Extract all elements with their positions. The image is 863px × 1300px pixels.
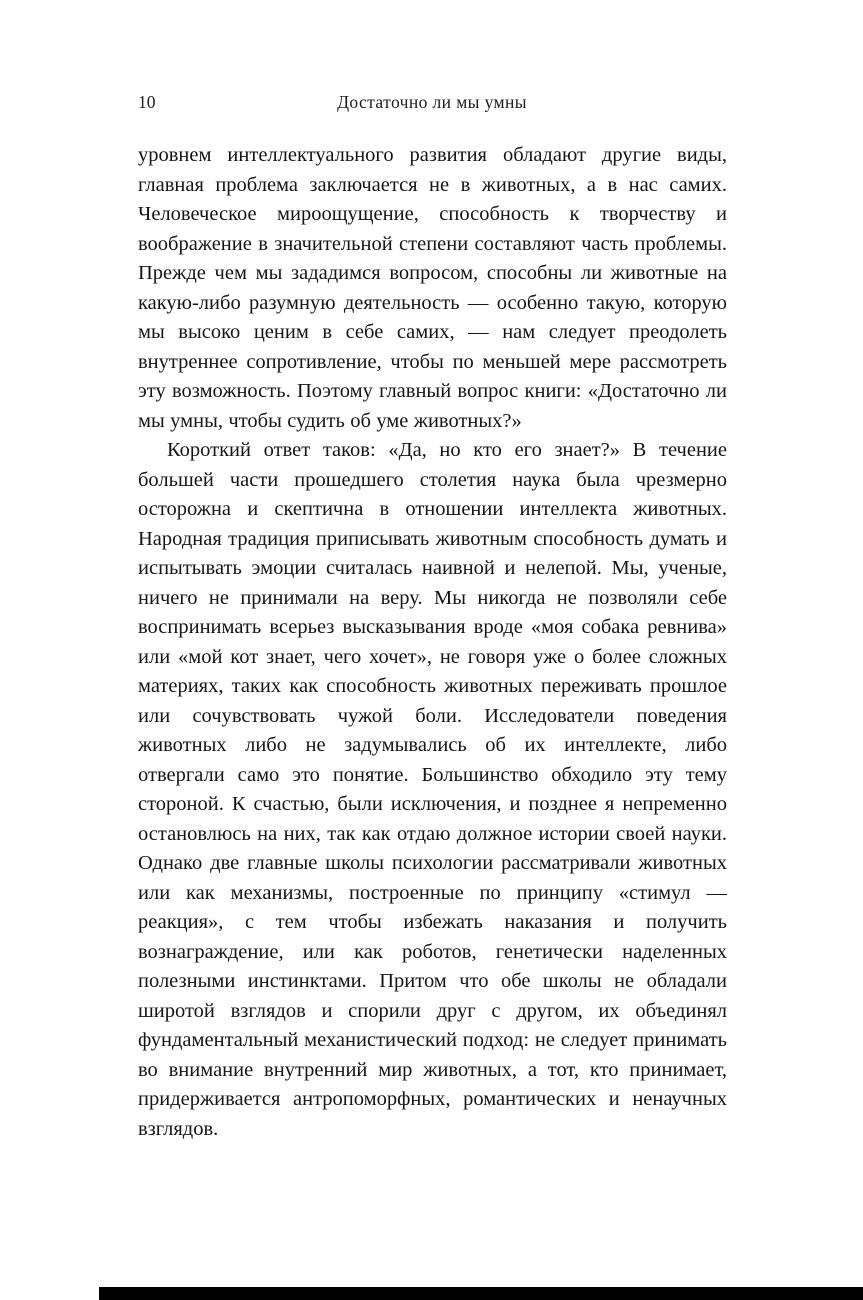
page-header [138, 90, 726, 114]
page-body [138, 141, 727, 1144]
running-title: Достаточно ли мы умны [337, 92, 527, 112]
paragraph: Короткий ответ таков: «Да, но кто его знает?» В течение большей части прошедшего столетия наука была чрезмерно осторожна и скептична в отношении интеллекта животных. Народная традиция приписывать животным способность думать и испытывать эмоции считалась наивной и нелепой. Мы, ученые, ничего не принимали на веру. Мы никогда не позволяли себе воспринимать всерьез высказывания вроде «моя собака ревнива» или «мой кот знает, чего хочет», не говоря уже о более сложных материях, таких как способность животных переживать прошлое или сочувствовать чужой боли. Исследователи поведения животных либо не задумывались об их интеллекте, либо отвергали само это понятие. Большинство обходило эту тему стороной. К счастью, были исключения, и позднее я непременно остановлюсь на них, так как отдаю должное истории своей науки. Однако две главные школы психологии рассматривали животных или как механизмы, построенные по принципу «стимул — реакция», с тем чтобы избежать наказания и получить вознаграждение, или как роботов, генетически наделенных полезными инстинктами. Притом что обе школы не обладали широтой взглядов и спорили друг с другом, их объединял фундаментальный механистический подход: не следует принимать во внимание внутренний мир животных, а тот, кто принимает, придерживается антропоморфных, романтических и ненаучных взглядов. [138, 439, 727, 1140]
bottom-bar [99, 1287, 863, 1300]
paragraph: уровнем интеллектуального развития обладают другие виды, главная проблема заключается не в животных, а в нас самих. Человеческое мироощущение, способность к творчеству и воображение в значительной степени составляют часть проблемы. Прежде чем мы зададимся вопросом, способны ли животные на какую-либо разумную деятельность — особенно такую, которую мы высоко ценим в себе самих, — нам следует преодолеть внутреннее сопротивление, чтобы по меньшей мере рассмотреть эту возможность. Поэтому главный вопрос книги: «Достаточно ли мы умны, чтобы судить об уме животных?» [138, 144, 727, 432]
page-number: 10 [138, 92, 156, 112]
